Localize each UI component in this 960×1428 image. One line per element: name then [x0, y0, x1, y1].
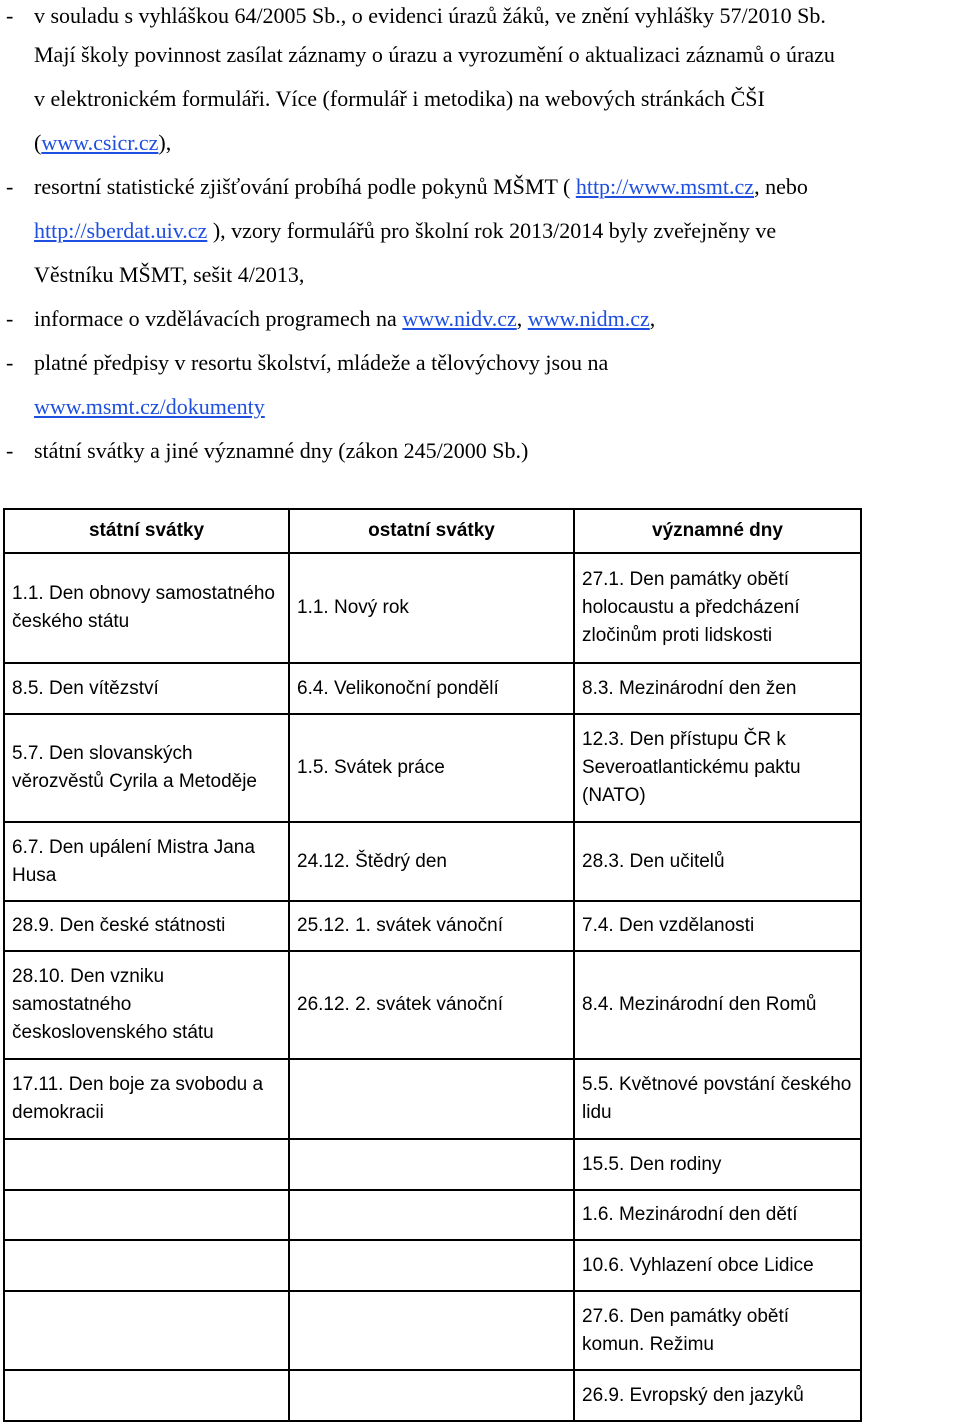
text-line: Věstníku MŠMT, sešit 4/2013,	[34, 262, 305, 287]
table-header-row	[4, 509, 861, 553]
table-cell: 6.7. Den upálení Mistra Jana Husa	[4, 822, 289, 901]
table-cell: 5.5. Květnové povstání českého lidu	[574, 1059, 861, 1139]
text-fragment: (	[34, 130, 42, 155]
text-line: v souladu s vyhláškou 64/2005 Sb., o evidenci úrazů žáků, ve znění vyhlášky 57/2010 Sb.	[34, 3, 826, 28]
bullet-dash: -	[6, 3, 14, 28]
table-cell	[289, 1059, 574, 1139]
table-row	[4, 663, 861, 714]
table-cell: 8.4. Mezinárodní den Romů	[574, 951, 861, 1059]
bullet-dash: -	[6, 174, 14, 199]
text-line: státní svátky a jiné významné dny (zákon 245/2000 Sb.)	[34, 438, 529, 463]
text-line	[34, 130, 171, 156]
table-cell: 27.1. Den památky obětí holocaustu a předcházení zločinům proti lidskosti	[574, 553, 861, 663]
text-line: v elektronickém formuláři. Více (formulář i metodika) na webových stránkách ČŠI	[34, 86, 765, 111]
msmt-link[interactable]: http://www.msmt.cz	[575, 174, 755, 199]
sberdat-link[interactable]: http://sberdat.uiv.cz	[34, 218, 208, 243]
column-header-state-holidays: státní svátky	[4, 509, 289, 553]
table-row	[4, 714, 861, 822]
holidays-table	[3, 508, 862, 1422]
table-row	[4, 1240, 861, 1291]
text-line	[34, 394, 265, 420]
msmt-dokumenty-link[interactable]: www.msmt.cz/dokumenty	[34, 394, 265, 419]
bullet-dash: -	[6, 306, 14, 331]
table-cell: 15.5. Den rodiny	[574, 1139, 861, 1190]
table-cell: 7.4. Den vzdělanosti	[574, 901, 861, 951]
column-header-other-holidays: ostatní svátky	[289, 509, 574, 553]
text-fragment: ,	[649, 306, 656, 331]
table-cell: 28.10. Den vzniku samostatného československého státu	[4, 951, 289, 1059]
bullet-dash: -	[6, 350, 14, 375]
text-fragment: ),	[158, 130, 172, 155]
table-cell: 28.9. Den české státnosti	[4, 901, 289, 951]
table-cell	[289, 1370, 574, 1421]
table-cell: 1.1. Nový rok	[289, 553, 574, 663]
table-cell	[289, 1190, 574, 1240]
table-cell: 25.12. 1. svátek vánoční	[289, 901, 574, 951]
table-cell: 28.3. Den učitelů	[574, 822, 861, 901]
column-header-significant-days: významné dny	[574, 509, 861, 553]
text-fragment: ), vzory formulářů pro školní rok 2013/2014 byly zveřejněny ve	[207, 218, 777, 243]
table-cell: 17.11. Den boje za svobodu a demokracii	[4, 1059, 289, 1139]
bullet-dash: -	[6, 438, 14, 463]
table-cell: 8.5. Den vítězství	[4, 663, 289, 714]
table-row	[4, 822, 861, 901]
text-line	[34, 218, 776, 244]
table-cell	[289, 1139, 574, 1190]
table-cell	[289, 1291, 574, 1370]
table-cell	[4, 1139, 289, 1190]
csicr-link[interactable]: www.csicr.cz	[41, 130, 159, 155]
table-row	[4, 901, 861, 951]
nidm-link[interactable]: www.nidm.cz	[527, 306, 650, 331]
table-row	[4, 1190, 861, 1240]
text-line: platné předpisy v resortu školství, mládeže a tělovýchovy jsou na	[34, 350, 609, 375]
table-cell	[4, 1190, 289, 1240]
table-row	[4, 1139, 861, 1190]
table-cell: 1.6. Mezinárodní den dětí	[574, 1190, 861, 1240]
table-cell: 26.9. Evropský den jazyků	[574, 1370, 861, 1421]
table-cell	[4, 1370, 289, 1421]
table-cell: 1.1. Den obnovy samostatného českého státu	[4, 553, 289, 663]
text-fragment: , nebo	[754, 174, 808, 199]
table-cell	[289, 1240, 574, 1291]
text-line	[34, 306, 655, 332]
table-cell: 10.6. Vyhlazení obce Lidice	[574, 1240, 861, 1291]
table-cell: 8.3. Mezinárodní den žen	[574, 663, 861, 714]
table-cell	[4, 1240, 289, 1291]
table-cell: 27.6. Den památky obětí komun. Režimu	[574, 1291, 861, 1370]
table-row	[4, 951, 861, 1059]
text-line	[34, 174, 808, 200]
table-row	[4, 1370, 861, 1421]
table-row	[4, 1059, 861, 1139]
text-fragment: ,	[516, 306, 528, 331]
table-cell: 24.12. Štědrý den	[289, 822, 574, 901]
text-fragment: informace o vzdělávacích programech na	[34, 306, 403, 331]
table-cell	[4, 1291, 289, 1370]
table-cell: 5.7. Den slovanských věrozvěstů Cyrila a Metoděje	[4, 714, 289, 822]
text-line: Mají školy povinnost zasílat záznamy o úrazu a vyrozumění o aktualizaci záznamů o úrazu	[34, 42, 835, 67]
nidv-link[interactable]: www.nidv.cz	[402, 306, 517, 331]
table-row	[4, 1291, 861, 1370]
table-row	[4, 553, 861, 663]
text-fragment: resortní statistické zjišťování probíhá podle pokynů MŠMT (	[34, 174, 576, 199]
table-cell: 26.12. 2. svátek vánoční	[289, 951, 574, 1059]
table-cell: 1.5. Svátek práce	[289, 714, 574, 822]
table-cell: 6.4. Velikonoční pondělí	[289, 663, 574, 714]
table-cell: 12.3. Den přístupu ČR k Severoatlantickému paktu (NATO)	[574, 714, 861, 822]
